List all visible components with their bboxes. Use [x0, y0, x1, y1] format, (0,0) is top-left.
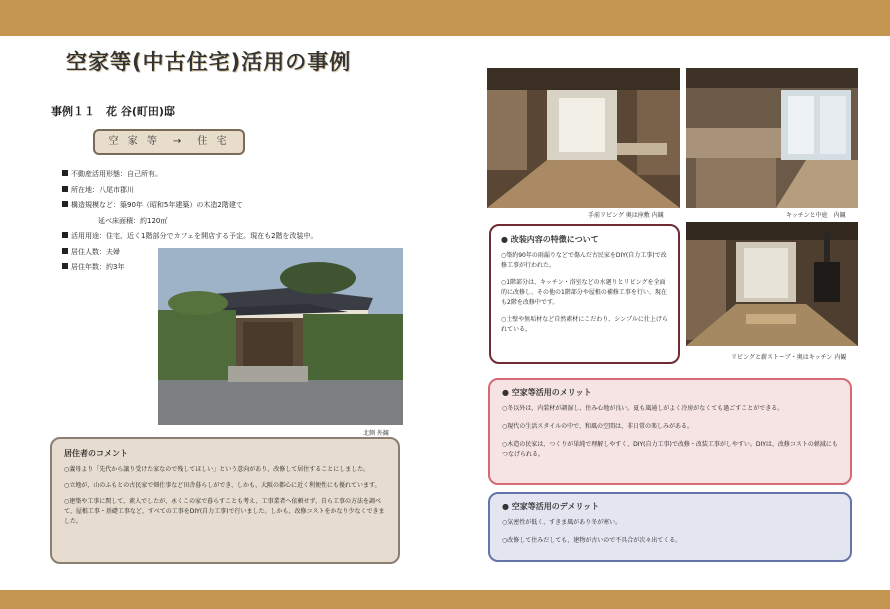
living-stove-caption: リビングと薪ストーブ・奥はキッチン 内観 — [731, 354, 847, 361]
merits-paragraph: ○現代の生活スタイルの中で、和風の空間は、非日常の楽しみがある。 — [502, 423, 693, 430]
kitchen-caption: キッチンと中庭 内観 — [786, 212, 846, 219]
exterior-photo — [158, 248, 403, 425]
case-title: 事例１１ 花 谷(町田)邸 — [51, 105, 175, 118]
fact-item: 居住年数：約3年 — [62, 260, 318, 276]
features-paragraph: ○築約90年の雨漏りなどで傷んだ古民家をDIY(自力工事)で改修工事が行われた。 — [501, 252, 667, 269]
top-band — [0, 0, 890, 36]
features-paragraph: ○1階部分は、キッチン・浴室などの水廻りとリビングを全面的に改修し、その他の1階部分や屋根の補修工事を行い、現在も2階を改修中です。 — [501, 279, 667, 306]
fact-item: 所在地：八尾市郡川 — [62, 183, 318, 199]
fact-item: 不動産活用形態：自己所有。 — [62, 167, 318, 183]
merits-paragraph: ○木造の民家は、つくりが単純で理解しやすく、DIY(自力工事)で改修・改装工事がしやすい。DIYは、改修コストの軽減にもつなげられる。 — [502, 441, 838, 458]
fact-item-continued: 延べ床面積：約120㎡ — [98, 216, 168, 225]
fact-item: 活用用途：住宅、近く1階部分でカフェを開店する予定。現在も2階を改装中。 — [62, 229, 318, 245]
comment-paragraph: ○建築や工事に関して、素人でしたが、永くこの家で暮らすことも考え、工事業者へ依頼せず、自ら工事の方法を調べて、屋根工事・基礎工事など、すべての工事をDIY(自力工事)で行いました。しかも、改修コストをかなり少なくできました。 — [64, 498, 385, 525]
kitchen-photo — [686, 68, 858, 208]
bullet-square-icon — [62, 263, 68, 269]
bullet-square-icon — [62, 201, 68, 207]
merits-paragraph: ○冬以外は、内装材が調湿し、住み心地が良い。夏も風通しがよく冷房がなくても過ごすことができる。 — [502, 405, 784, 412]
bullet-square-icon — [62, 170, 68, 176]
merits-box — [488, 378, 852, 485]
bullet-square-icon — [62, 186, 68, 192]
bullet-square-icon — [62, 232, 68, 238]
demerits-box — [488, 492, 852, 562]
comment-title: 居住者のコメント — [64, 449, 128, 458]
living-front-caption: 手前リビング 奥は座敷 内観 — [588, 212, 664, 219]
merits-title: ● 空家等活用のメリット — [502, 388, 592, 397]
living-front-photo — [487, 68, 680, 208]
features-paragraph: ○土壁や無垢材など自然素材にこだわり、シンプルに仕上げられている。 — [501, 316, 668, 333]
fact-item: 構造規模など：築90年（昭和5年建築）の木造2階建て — [62, 198, 318, 214]
usage-label: 空 家 等 → 住 宅 — [93, 129, 245, 155]
bottom-band — [0, 590, 890, 609]
resident-comment-box — [50, 437, 400, 564]
renovation-features-box — [489, 224, 680, 364]
living-stove-photo — [686, 222, 858, 346]
exterior-caption: 北側 外観 — [363, 430, 389, 437]
demerits-paragraph: ○気密性が低く、すきま風があり冬が寒い。 — [502, 519, 622, 526]
comment-paragraph: ○立地が、山のふもとの古民家で畑仕事など田舎暮らしができ、しかも、大阪の都心に近く利便性にも優れています。 — [64, 482, 381, 489]
bullet-square-icon — [62, 248, 68, 254]
comment-paragraph: ○義母より「先代から譲り受けた家なので残してほしい」という意向があり、改修して居住することにしました。 — [64, 466, 370, 473]
features-title: ● 改装内容の特徴について — [501, 235, 599, 244]
page-title: 空家等(中古住宅)活用の事例 — [66, 50, 352, 74]
demerits-paragraph: ○改修して住みだしても、建物が古いので不具合が次々出てくる。 — [502, 537, 682, 544]
demerits-title: ● 空家等活用のデメリット — [502, 502, 600, 511]
fact-item: 居住人数：夫婦 — [62, 245, 318, 261]
